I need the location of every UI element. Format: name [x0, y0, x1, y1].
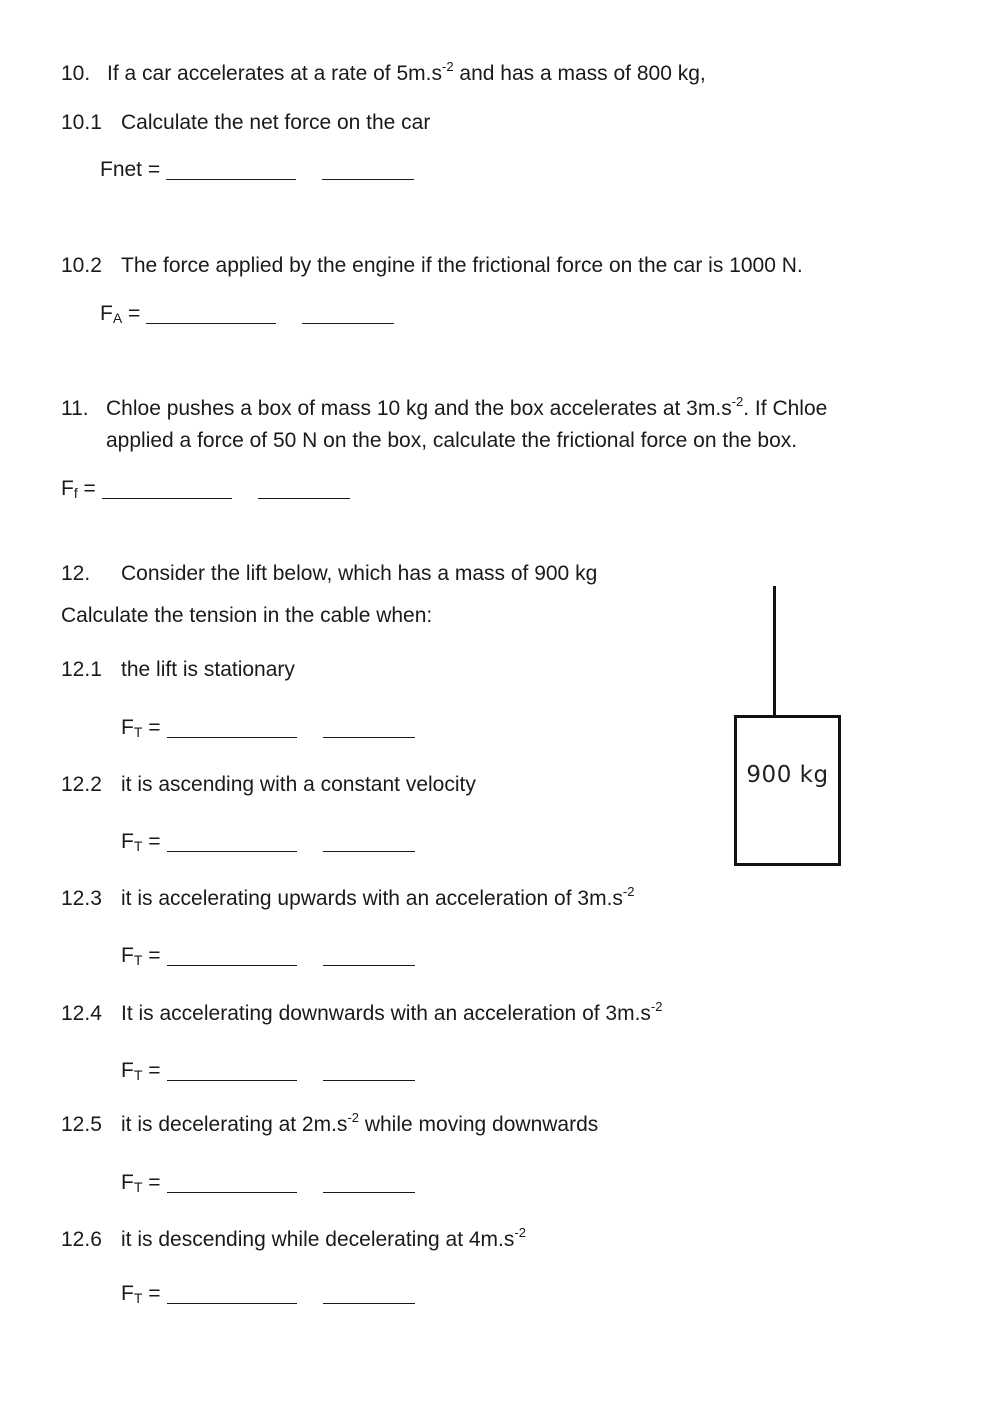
- lift-mass-label: 900 kg: [746, 762, 829, 788]
- question-text: If a car accelerates at a rate of 5m.s: [107, 62, 442, 85]
- question-text-tail: . If Chloe: [743, 397, 828, 420]
- answer-unit-blank[interactable]: [323, 1060, 415, 1081]
- question-text: the lift is stationary: [121, 658, 295, 681]
- superscript: -2: [442, 59, 454, 74]
- superscript: -2: [731, 394, 744, 409]
- question-10: [61, 59, 706, 86]
- answer-equals: =: [142, 944, 161, 967]
- question-12-instruction: Calculate the tension in the cable when:: [61, 604, 433, 627]
- answer-equals: =: [142, 830, 161, 853]
- question-12-6: [61, 1225, 526, 1252]
- question-number: 12.2: [61, 773, 102, 796]
- question-number: 11.: [61, 397, 89, 420]
- question-text-tail: and has a mass of 800 kg,: [453, 62, 706, 85]
- question-text: The force applied by the engine if the frictional force on the car is 1000 N.: [121, 254, 803, 277]
- answer-subscript: A: [112, 310, 123, 326]
- question-11-line-2: applied a force of 50 N on the box, calculate the frictional force on the box.: [106, 429, 798, 452]
- question-number: 12.5: [61, 1113, 102, 1136]
- answer-subscript: f: [73, 485, 78, 501]
- answer-label: F: [121, 1282, 134, 1305]
- question-11: [61, 394, 828, 421]
- answer-line-11: [61, 477, 350, 501]
- superscript: -2: [347, 1110, 359, 1125]
- answer-line-10-1: [100, 158, 414, 182]
- lift-cable: [773, 586, 776, 716]
- answer-unit-blank[interactable]: [258, 478, 350, 499]
- answer-equals: =: [142, 1059, 161, 1082]
- question-10-1: [61, 111, 430, 135]
- question-number: 12.1: [61, 658, 102, 681]
- superscript: -2: [514, 1225, 526, 1240]
- lift-box: [734, 715, 841, 866]
- question-number: 10.2: [61, 254, 102, 277]
- answer-subscript: T: [133, 724, 143, 740]
- answer-line-12-5: [121, 1171, 415, 1195]
- superscript: -2: [650, 999, 663, 1014]
- question-number: 12.4: [61, 1002, 102, 1025]
- question-number: 12.6: [61, 1228, 102, 1251]
- answer-equals: =: [77, 477, 96, 500]
- answer-line-12-6: [121, 1282, 415, 1306]
- answer-value-blank[interactable]: [167, 717, 297, 738]
- answer-value-blank[interactable]: [166, 159, 296, 180]
- answer-unit-blank[interactable]: [323, 945, 415, 966]
- question-12-3: [61, 884, 635, 911]
- question-text: it is decelerating at 2m.s: [121, 1113, 348, 1136]
- answer-line-12-1: [121, 716, 415, 740]
- answer-line-12-4: [121, 1059, 415, 1083]
- answer-unit-blank[interactable]: [323, 717, 415, 738]
- question-number: 12.3: [61, 887, 102, 910]
- answer-unit-blank[interactable]: [323, 1283, 415, 1304]
- answer-line-12-3: [121, 944, 415, 968]
- answer-label: F: [121, 716, 134, 739]
- question-text: Consider the lift below, which has a mass of 900 kg: [121, 562, 598, 585]
- answer-line-10-2: [100, 302, 394, 326]
- answer-label: Fnet =: [100, 158, 161, 181]
- answer-subscript: T: [133, 1067, 143, 1083]
- answer-value-blank[interactable]: [167, 1060, 297, 1081]
- answer-equals: =: [142, 716, 161, 739]
- answer-equals: =: [142, 1171, 161, 1194]
- question-10-2: [61, 254, 803, 278]
- question-12-5: [61, 1110, 599, 1137]
- answer-unit-blank[interactable]: [323, 1172, 415, 1193]
- answer-label: F: [121, 1171, 134, 1194]
- question-12-1: [61, 658, 295, 682]
- question-12-4: [61, 999, 663, 1026]
- answer-unit-blank[interactable]: [302, 303, 394, 324]
- superscript: -2: [622, 884, 635, 899]
- question-text: it is accelerating upwards with an acceleration of 3m.s: [121, 887, 623, 910]
- answer-subscript: T: [133, 952, 143, 968]
- answer-label: F: [61, 477, 74, 500]
- answer-label: F: [100, 302, 113, 325]
- question-12: [61, 562, 597, 586]
- answer-value-blank[interactable]: [146, 303, 276, 324]
- question-number: 10.: [61, 62, 91, 85]
- question-text: It is accelerating downwards with an acceleration of 3m.s: [121, 1002, 651, 1025]
- answer-unit-blank[interactable]: [323, 831, 415, 852]
- answer-value-blank[interactable]: [167, 945, 297, 966]
- answer-label: F: [121, 1059, 134, 1082]
- question-text: it is ascending with a constant velocity: [121, 773, 476, 796]
- question-12-2: [61, 773, 476, 797]
- answer-label: F: [121, 944, 134, 967]
- question-text: Chloe pushes a box of mass 10 kg and the box accelerates at 3m.s: [106, 397, 732, 420]
- answer-subscript: T: [133, 1179, 143, 1195]
- question-number: 10.1: [61, 111, 102, 134]
- question-text: Calculate the net force on the car: [121, 111, 431, 134]
- question-number: 12.: [61, 562, 91, 585]
- answer-label: F: [121, 830, 134, 853]
- answer-subscript: T: [133, 1290, 143, 1306]
- answer-equals: =: [142, 1282, 161, 1305]
- answer-unit-blank[interactable]: [322, 159, 414, 180]
- answer-value-blank[interactable]: [167, 831, 297, 852]
- answer-value-blank[interactable]: [102, 478, 232, 499]
- answer-value-blank[interactable]: [167, 1172, 297, 1193]
- answer-line-12-2: [121, 830, 415, 854]
- answer-equals: =: [122, 302, 141, 325]
- answer-subscript: T: [133, 838, 143, 854]
- question-text: it is descending while decelerating at 4m.s: [121, 1228, 515, 1251]
- question-text-tail: while moving downwards: [359, 1113, 599, 1136]
- answer-value-blank[interactable]: [167, 1283, 297, 1304]
